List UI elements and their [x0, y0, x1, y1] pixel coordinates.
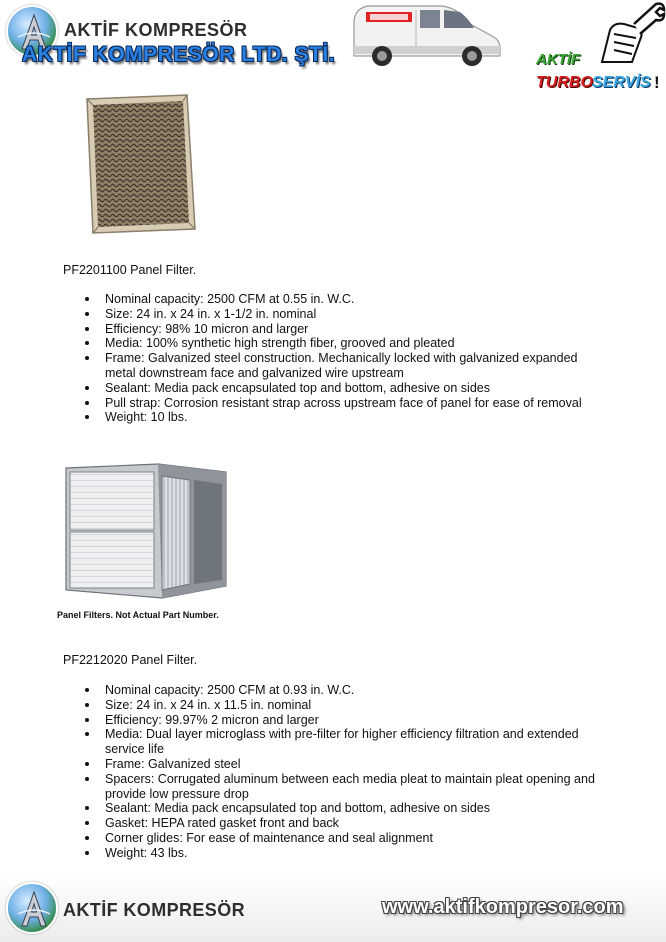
website-link[interactable]: www.aktifkompresor.com: [382, 896, 624, 918]
list-item: Pull strap: Corrosion resistant strap across upstream face of panel for ease of removal: [83, 396, 603, 411]
footer-brand-name: AKTİF KOMPRESÖR: [63, 900, 246, 920]
service-servis-label: SERVİS: [592, 74, 651, 91]
list-item: Weight: 10 lbs.: [83, 410, 603, 425]
page-footer: [0, 874, 666, 942]
list-item: Media: Dual layer microglass with pre-filter for higher efficiency filtration and extended service life: [83, 727, 603, 757]
product-title: PF2201100 Panel Filter.: [63, 263, 197, 277]
spec-list: [83, 683, 603, 861]
service-aktif-label: AKTİF: [536, 51, 581, 68]
wrench-fist-icon: [580, 0, 666, 75]
list-item: Efficiency: 98% 10 micron and larger: [83, 322, 603, 337]
spec-list: [83, 292, 603, 425]
service-turbo-label: TURBO: [536, 74, 593, 91]
company-logo-icon: [6, 882, 58, 934]
list-item: Spacers: Corrugated aluminum between each media pleat to maintain pleat opening and provide low pressure drop: [83, 772, 603, 802]
service-exclamation: !: [654, 73, 660, 92]
page-header: [0, 0, 666, 100]
list-item: Efficiency: 99.97% 2 micron and larger: [83, 713, 603, 728]
image-caption: Panel Filters. Not Actual Part Number.: [57, 610, 219, 620]
van-icon: [346, 2, 506, 75]
list-item: Corner glides: For ease of maintenance and seal alignment: [83, 831, 603, 846]
brand-name-top: AKTİF KOMPRESÖR: [64, 20, 248, 40]
turbo-service-badge: [530, 0, 666, 100]
list-item: Frame: Galvanized steel: [83, 757, 603, 772]
list-item: Weight: 43 lbs.: [83, 846, 603, 861]
list-item: Media: 100% synthetic high strength fiber, grooved and pleated: [83, 336, 603, 351]
list-item: Frame: Galvanized steel construction. Mechanically locked with galvanized expanded metal downstream face and galvanized wire upstream: [83, 351, 603, 381]
list-item: Sealant: Media pack encapsulated top and bottom, adhesive on sides: [83, 381, 603, 396]
list-item: Nominal capacity: 2500 CFM at 0.55 in. W.C.: [83, 292, 603, 307]
list-item: Gasket: HEPA rated gasket front and back: [83, 816, 603, 831]
panel-filter-image: [83, 93, 199, 240]
hepa-filter-image: [62, 462, 230, 609]
list-item: Size: 24 in. x 24 in. x 11.5 in. nominal: [83, 698, 603, 713]
brand-name-main: AKTİF KOMPRESÖR LTD. ŞTİ.: [22, 43, 336, 66]
product-title: PF2212020 Panel Filter.: [63, 653, 198, 667]
list-item: Nominal capacity: 2500 CFM at 0.93 in. W.C.: [83, 683, 603, 698]
list-item: Sealant: Media pack encapsulated top and bottom, adhesive on sides: [83, 801, 603, 816]
list-item: Size: 24 in. x 24 in. x 1-1/2 in. nominal: [83, 307, 603, 322]
